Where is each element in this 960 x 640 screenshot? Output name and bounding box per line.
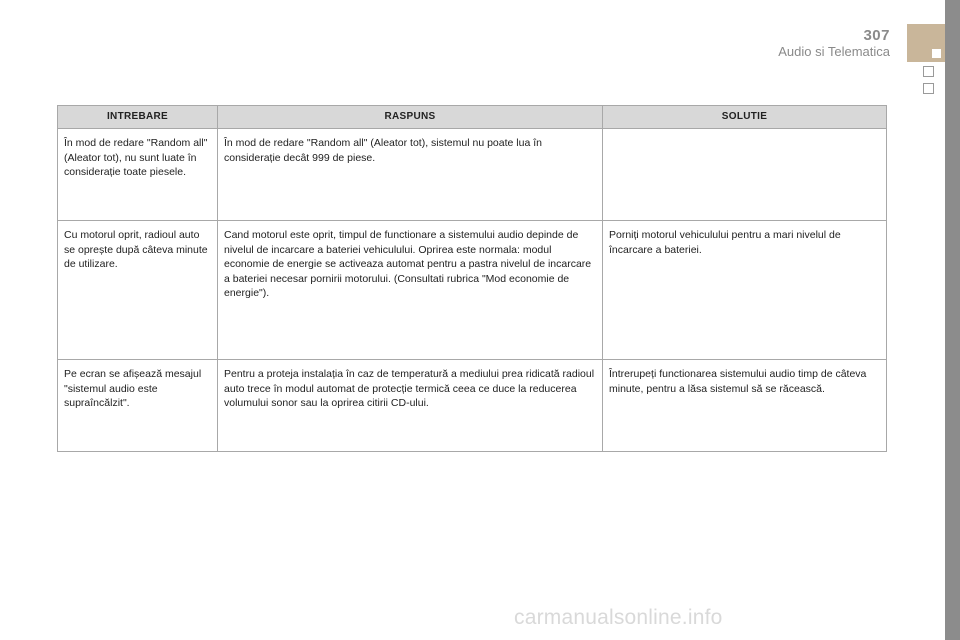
watermark: carmanualsonline.info [514,606,723,629]
chapter-tab-inactive[interactable] [923,83,934,94]
question-cell: Pe ecran se afișează mesajul "sistemul audio este supraîncălzit". [58,360,218,452]
solution-cell: Porniți motorul vehiculului pentru a mari nivelul de încarcare a bateriei. [603,221,887,360]
question-cell: Cu motorul oprit, radioul auto se oprește după câteva minute de utilizare. [58,221,218,360]
chapter-tab-square-icon [932,49,941,58]
answer-cell: Pentru a proteja instalația în caz de temperatură a mediului prea ridicată radioul auto trece în modul automat de protecție termică ceea ce duce la reducerea volumului sonor sau la oprirea citirii CD-ului. [218,360,603,452]
answer-cell: Cand motorul este oprit, timpul de functionare a sistemului audio depinde de nivelul de incarcare a bateriei vehiculului. Oprirea este normala: modul economie de energie se activeaza automat pentru a pastra nivelul de incarcare a bateriei necesar pornirii motorului. (Consultati rubrica "Mod economie de energie"). [218,221,603,360]
answer-cell: În mod de redare "Random all" (Aleator tot), sistemul nu poate lua în considerație decât 999 de piese. [218,129,603,221]
section-title: Audio si Telematica [778,44,890,59]
question-cell: În mod de redare "Random all" (Aleator tot), nu sunt luate în considerație toate piesele. [58,129,218,221]
table-row [58,360,887,452]
table-header-row [58,106,887,129]
chapter-tab-active[interactable] [907,24,945,62]
right-edge-bar [945,0,960,640]
solution-cell: Întrerupeți functionarea sistemului audio timp de câteva minute, pentru a lăsa sistemul să se răcească. [603,360,887,452]
column-header-solution: SOLUTIE [603,106,887,129]
column-header-answer: RASPUNS [218,106,603,129]
table-row [58,221,887,360]
solution-cell [603,129,887,221]
table-row [58,129,887,221]
page-number: 307 [863,27,890,44]
faq-table [57,105,887,452]
column-header-question: INTREBARE [58,106,218,129]
chapter-tab-inactive[interactable] [923,66,934,77]
